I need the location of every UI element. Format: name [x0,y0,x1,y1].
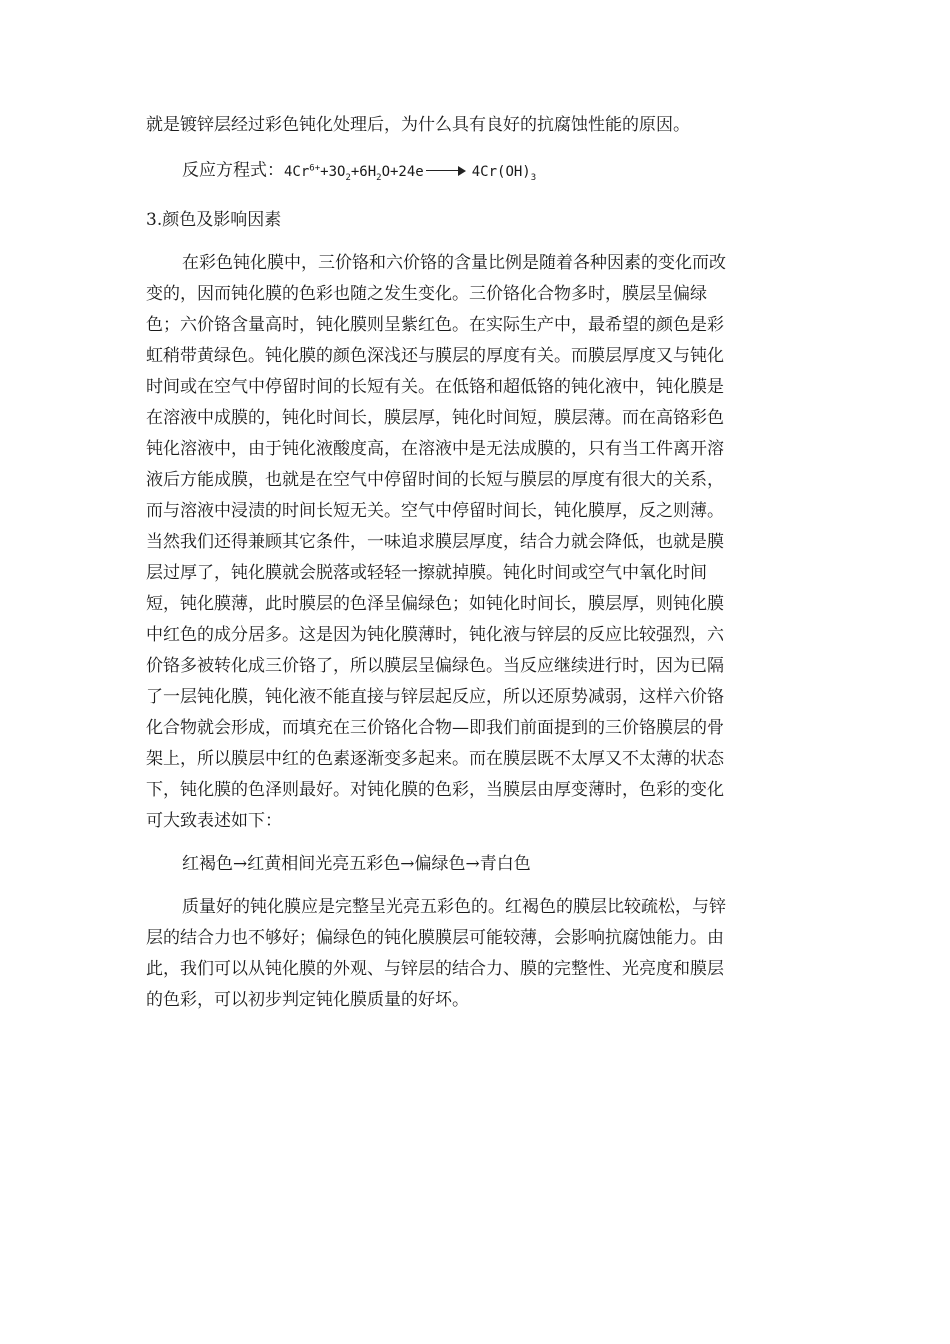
equation-label: 反应方程式： [182,160,284,181]
section-heading: 3.颜色及影响因素 [146,210,282,231]
paragraph-line: 架上，所以膜层中红的色素逐渐变多起来。而在膜层既不太厚又不太薄的状态 [146,749,724,770]
paragraph-line: 虹稍带黄绿色。钝化膜的颜色深浅还与膜层的厚度有关。而膜层厚度又与钝化 [146,346,724,367]
equation-product: $4Cr(OH)_3$ [471,163,537,183]
paragraph-quality [146,892,798,1016]
paragraph-line: 而与溶液中浸渍的时间长短无关。空气中停留时间长，钝化膜厚，反之则薄。 [146,501,724,522]
color-sequence: 红褐色→红黄相间光亮五彩色→偏绿色→青白色 [182,854,531,875]
paragraph-line: 下，钝化膜的色泽则最好。对钝化膜的色彩，当膜层由厚变薄时，色彩的变化 [146,780,724,801]
paragraph-color-factors [146,248,798,837]
paragraph-line: 时间或在空气中停留时间的长短有关。在低铬和超低铬的钝化液中，钝化膜是 [146,377,724,398]
paragraph-line: 的色彩，可以初步判定钝化膜质量的好坏。 [146,990,469,1011]
paragraph-line: 了一层钝化膜，钝化液不能直接与锌层起反应，所以还原势减弱，这样六价铬 [146,687,724,708]
paragraph-line: 在溶液中成膜的，钝化时间长，膜层厚，钝化时间短，膜层薄。而在高铬彩色 [146,408,724,429]
document-page [146,110,798,1016]
paragraph-line: 价铬多被转化成三价铬了，所以膜层呈偏绿色。当反应继续进行时，因为已隔 [146,656,724,677]
paragraph-line: 短，钝化膜薄，此时膜层的色泽呈偏绿色；如钝化时间长，膜层厚，则钝化膜 [146,594,724,615]
paragraph-line: 色；六价铬含量高时，钝化膜则呈紫红色。在实际生产中，最希望的颜色是彩 [146,315,724,336]
reaction-arrow-icon [426,166,466,176]
paragraph-line: 层过厚了，钝化膜就会脱落或轻轻一擦就掉膜。钝化时间或空气中氧化时间 [146,563,707,584]
paragraph-line: 中红色的成分居多。这是因为钝化膜薄时，钝化液与锌层的反应比较强烈，六 [146,625,724,646]
paragraph-line: 此，我们可以从钝化膜的外观、与锌层的结合力、膜的完整性、光亮度和膜层 [146,959,724,980]
paragraph-line: 液后方能成膜，也就是在空气中停留时间的长短与膜层的厚度有很大的关系， [146,470,724,491]
paragraph-line: 化合物就会形成，而填充在三价铬化合物—即我们前面提到的三价铬膜层的骨 [146,718,724,739]
paragraph-line: 变的，因而钝化膜的色彩也随之发生变化。三价铬化合物多时，膜层呈偏绿 [146,284,707,305]
paragraph-line: 层的结合力也不够好；偏绿色的钝化膜膜层可能较薄，会影响抗腐蚀能力。由 [146,928,724,949]
paragraph-line: 钝化溶液中，由于钝化液酸度高，在溶液中是无法成膜的，只有当工件离开溶 [146,439,724,460]
paragraph-line: 质量好的钝化膜应是完整呈光亮五彩色的。红褐色的膜层比较疏松，与锌 [182,897,726,918]
paragraph-line: 在彩色钝化膜中，三价铬和六价铬的含量比例是随着各种因素的变化而改 [182,253,726,274]
paragraph-line: 当然我们还得兼顾其它条件，一味追求膜层厚度，结合力就会降低，也就是膜 [146,532,724,553]
reaction-equation [146,153,798,193]
equation-reactants: $4Cr^{6+}+3O_2+6H_2O+24e$ [284,163,424,183]
intro-line: 就是镀锌层经过彩色钝化处理后，为什么具有良好的抗腐蚀性能的原因。 [146,115,690,135]
paragraph-line: 可大致表述如下： [146,811,282,832]
